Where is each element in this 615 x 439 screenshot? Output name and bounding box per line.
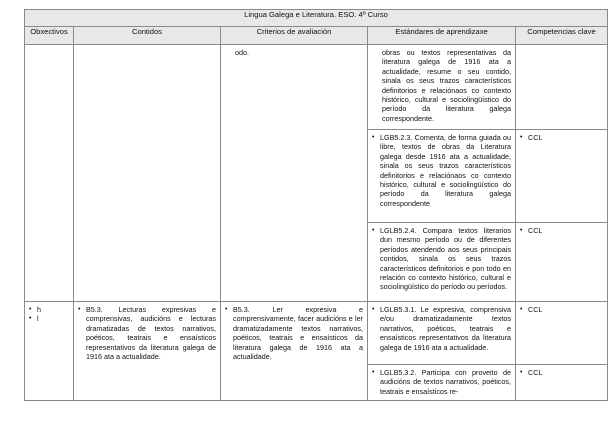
bullet: • [520, 369, 523, 376]
bullet: • [29, 315, 32, 323]
header-objectives: Obxectivos [25, 27, 74, 45]
bullet: • [372, 306, 375, 313]
bullet: • [372, 134, 375, 141]
objectives-cell [25, 302, 74, 401]
competence-cell-empty [516, 45, 608, 130]
objective-item: h [37, 305, 41, 314]
criteria-tail: odo. [235, 48, 249, 57]
standard-cell [368, 365, 516, 401]
standard-cell [368, 130, 516, 223]
standard-cell [368, 45, 516, 130]
curriculum-table [24, 9, 608, 401]
competence-text: CCL [528, 226, 543, 235]
content-text: B5.3. Lecturas expresivas e comprensivas, audicións e lecturas dramatizadas de textos narrativos, poéticos, teatrais e ensaísticos representativos da literatura galega de 1916 ata a actualidade. [86, 305, 216, 362]
table-row [25, 302, 608, 365]
criteria-cell [221, 302, 368, 401]
standard-text: LGLB5.2.4. Compara textos literarios dun mesmo período ou de diferentes períodos atendendo aos seus principais contidos, sinala os seus trazos característicos definitorios e pon todo en relación co contexto histórico, cultural e sociolingüístico do período ou períodos. [380, 226, 511, 292]
table-row [25, 45, 608, 130]
standard-cell [368, 302, 516, 365]
competence-text: CCL [528, 305, 543, 314]
objectives-cell-empty [25, 45, 74, 302]
competence-text: CCL [528, 368, 543, 377]
competence-text: CCL [528, 133, 543, 142]
standard-text: LGLB5.3.2. Participa con proveito de audicións de textos narrativos, poéticos, teatrais e ensaísticos re- [380, 368, 511, 396]
contents-cell-empty [74, 45, 221, 302]
header-contents: Contidos [74, 27, 221, 45]
bullet: • [29, 306, 32, 313]
standard-text: LGLB5.3.1. Le expresiva, comprensiva e/ou dramatizadamente textos narrativos, poéticos, teatrais e ensaísticos representativos da literatura galega de 1916 ata a actualidade. [380, 305, 511, 352]
contents-cell [74, 302, 221, 401]
bullet: • [520, 227, 523, 234]
objective-item: l [37, 314, 39, 324]
standard-text: obras ou textos representativas da literatura galega de 1916 ata a actualidade, resume o seu contido, sinala os seus trazos característicos definitorios e relaciónaos co contexto histórico, cultural e sociolingüístico do período da literatura galega correspondente. [382, 48, 511, 123]
bullet: • [520, 134, 523, 141]
header-standards: Estándares de aprendizaxe [368, 27, 516, 45]
bullet: • [372, 227, 375, 234]
standard-text: LGB5.2.3. Comenta, de forma guiada ou libre, textos de obras da Literatura galega desde 1916 ata a actualidade, sinala os seus trazos característicos definitorios e relaciónaos co contexto histórico, cultural e sociolingüístico do período da literatura galega correspondente [380, 133, 511, 208]
criteria-cell [221, 45, 368, 302]
bullet: • [372, 369, 375, 376]
competence-cell [516, 223, 608, 302]
criterion-text: B5.3. Ler expresiva e comprensivamente, facer audicións e ler dramatizadamente textos narrativos, poéticos, teatrais e ensaísticos da literatura galega de 1916 ata a actualidade. [233, 305, 363, 362]
competence-cell [516, 365, 608, 401]
bullet: • [520, 306, 523, 313]
standard-cell [368, 223, 516, 302]
table-title: Lingua Galega e Literatura. ESO. 4º Curso [25, 10, 608, 27]
bullet: • [225, 306, 228, 313]
bullet: • [78, 306, 81, 313]
header-criteria: Criterios de avaliación [221, 27, 368, 45]
competence-cell [516, 302, 608, 365]
competence-cell [516, 130, 608, 223]
header-competences: Competencias clave [516, 27, 608, 45]
